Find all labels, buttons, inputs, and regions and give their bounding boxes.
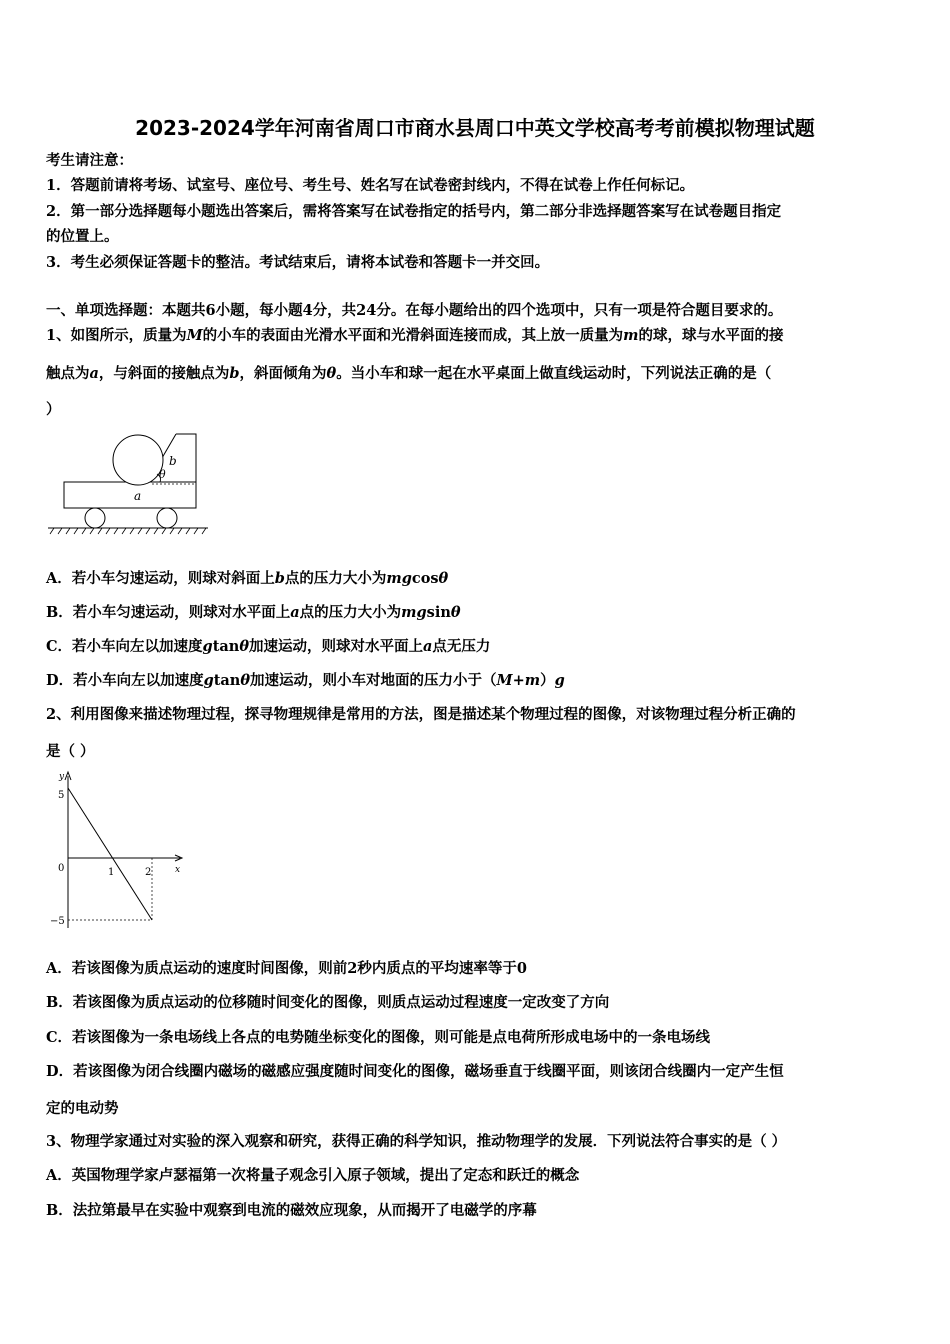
tick-label-2: 2 [145, 867, 152, 878]
cart-body [64, 482, 196, 508]
q2-option-a: A．若该图像为质点运动的速度时间图像，则前2秒内质点的平均速率等于0 [46, 960, 527, 977]
notice-item-1: 1．答题前请将考场、试室号、座位号、考生号、姓名写在试卷密封线内，不得在试卷上作任何标记。 [46, 177, 695, 194]
tick-label-1: 1 [108, 867, 115, 878]
q2-option-c: C．若该图像为一条电场线上各点的电势随坐标变化的图像，则可能是点电荷所形成电场中的一条电场线 [46, 1029, 711, 1046]
q1-b-var: θ [450, 604, 461, 621]
q1-option-b [46, 603, 911, 623]
label-theta: θ [159, 468, 166, 481]
notice-heading: 考生请注意： [46, 152, 133, 169]
q1-var-b: b [229, 365, 240, 382]
q1-text: 。当小车和球一起在水平桌面上做直线运动时，下列说法正确的是（ [336, 365, 772, 382]
q1-var-a: a [89, 365, 99, 382]
tick-label-5: 5 [58, 790, 65, 801]
q1-c-text: tan [212, 638, 240, 655]
data-line [68, 788, 152, 920]
q1-d-var: g [554, 672, 565, 689]
q2-stem-line1: 2、利用图像来描述物理过程，探寻物理规律是常用的方法，图是描述某个物理过程的图像，对该物理过程分析正确的 [46, 706, 796, 723]
wheel-right [157, 508, 177, 528]
label-b: b [169, 454, 177, 468]
q1-a-var: θ [438, 570, 449, 587]
q1-c-text: 加速运动，则球对水平面上 [249, 638, 423, 655]
q1-c-text: 点无压力 [432, 638, 491, 655]
notice-item-2: 2．第一部分选择题每小题选出答案后，需将答案写在试卷指定的括号内，第二部分非选择题答案写在试卷题目指定 [46, 203, 782, 220]
q1-d-text: 加速运动，则小车对地面的压力小于（ [250, 672, 497, 689]
q1-a-var: b [274, 570, 285, 587]
q1-d-text: D．若小车向左以加速度 [46, 672, 204, 689]
q1-c-var: a [423, 638, 433, 655]
q1-d-var: g [203, 672, 214, 689]
q1-b-text: 点的压力大小为 [299, 604, 402, 621]
q1-d-text: tan [213, 672, 241, 689]
ground-hatch [50, 528, 206, 534]
q2-graph [50, 768, 190, 930]
q1-d-var: θ [240, 672, 251, 689]
q1-cart-figure [44, 428, 214, 538]
tick-label-minus5: −5 [50, 916, 65, 927]
q1-text: 的球，球与水平面的接 [638, 327, 784, 344]
page-title: 2023-2024学年河南省周口市商水县周口中英文学校高考考前模拟物理试题 [135, 116, 815, 140]
q1-stem-line2 [46, 364, 911, 384]
q2-option-b: B．若该图像为质点运动的位移随时间变化的图像，则质点运动过程速度一定改变了方向 [46, 994, 610, 1011]
tick-label-origin: 0 [58, 863, 65, 874]
q1-var-m: m [623, 327, 639, 344]
q1-b-var: mg [401, 604, 427, 621]
q1-c-text: C．若小车向左以加速度 [46, 638, 203, 655]
q3-option-a: A．英国物理学家卢瑟福第一次将量子观念引入原子领域，提出了定态和跃迁的概念 [46, 1167, 580, 1184]
q1-text: 触点为 [46, 365, 90, 382]
q1-option-d [46, 671, 911, 691]
q2-option-d-cont: 定的电动势 [46, 1100, 119, 1117]
q1-stem-line3: ） [46, 401, 61, 418]
q1-var-theta: θ [326, 365, 337, 382]
q1-b-text: sin [426, 604, 451, 621]
q1-a-text: A．若小车匀速运动，则球对斜面上 [46, 570, 275, 587]
q1-d-var: M+m [496, 672, 541, 689]
q1-text: 1、如图所示，质量为 [46, 327, 187, 344]
q1-a-text: cos [411, 570, 439, 587]
q1-d-text: ） [540, 672, 555, 689]
q1-a-text: 点的压力大小为 [284, 570, 387, 587]
q1-c-var: θ [239, 638, 249, 655]
q1-text: ，斜面倾角为 [239, 365, 327, 382]
ball [113, 435, 163, 485]
wheel-left [85, 508, 105, 528]
q1-text: ，与斜面的接触点为 [98, 365, 230, 382]
notice-item-2-cont: 的位置上。 [46, 228, 119, 245]
x-axis-label: x [175, 865, 181, 875]
y-axis-label: y [59, 772, 65, 782]
q1-stem-line1 [46, 326, 911, 346]
q1-a-var: mg [386, 570, 412, 587]
q1-b-var: a [290, 604, 300, 621]
q3-stem: 3、物理学家通过对实验的深入观察和研究，获得正确的科学知识，推动物理学的发展．下列说法符合事实的是（ ） [46, 1133, 787, 1150]
q1-option-c [46, 637, 911, 657]
notice-item-3: 3．考生必须保证答题卡的整洁。考试结束后，请将本试卷和答题卡一并交回。 [46, 254, 550, 271]
label-a: a [134, 489, 142, 503]
q1-c-var: g [202, 638, 213, 655]
q2-option-d: D．若该图像为闭合线圈内磁场的磁感应强度随时间变化的图像，磁场垂直于线圈平面，则该闭合线圈内一定产生恒 [46, 1063, 784, 1080]
section-heading: 一、单项选择题：本题共6小题，每小题4分，共24分。在每小题给出的四个选项中，只有一项是符合题目要求的。 [46, 302, 783, 319]
q2-stem-line2: 是（ ） [46, 743, 95, 760]
q1-text: 的小车的表面由光滑水平面和光滑斜面连接而成，其上放一质量为 [202, 327, 624, 344]
q1-option-a [46, 569, 911, 589]
q1-b-text: B．若小车匀速运动，则球对水平面上 [46, 604, 291, 621]
q3-option-b: B．法拉第最早在实验中观察到电流的磁效应现象，从而揭开了电磁学的序幕 [46, 1202, 537, 1219]
q1-var-M: M [186, 327, 203, 344]
